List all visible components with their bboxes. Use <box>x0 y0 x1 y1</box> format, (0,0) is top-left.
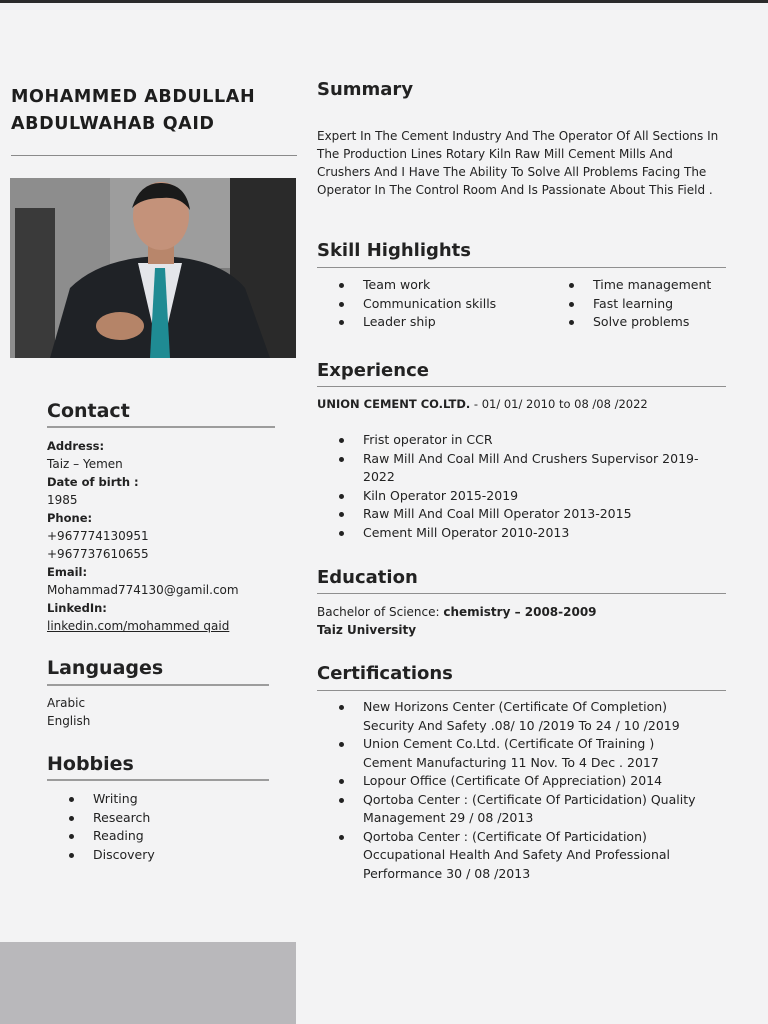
skill-item: Time management <box>567 276 711 295</box>
contact-heading: Contact <box>47 400 130 422</box>
candidate-name <box>11 84 301 138</box>
hobbies-list <box>67 790 155 864</box>
skill-item: Leader ship <box>337 313 496 332</box>
experience-item: Cement Mill Operator 2010-2013 <box>337 524 709 543</box>
footer-color-block <box>0 942 296 1024</box>
degree-prefix: Bachelor of Science: <box>317 605 444 619</box>
phone-value-2: +967737610655 <box>47 547 149 561</box>
linkedin-link[interactable]: linkedin.com/mohammed qaid <box>47 619 230 633</box>
skill-item: Solve problems <box>567 313 711 332</box>
skills-list-right <box>567 276 711 332</box>
certification-item: Qortoba Center : (Certificate Of Particidation) Occupational Health And Safety And Professional Performance 30 / 08 /2013 <box>337 828 697 884</box>
experience-divider <box>317 386 726 387</box>
summary-text: Expert In The Cement Industry And The Operator Of All Sections In The Production Lines Rotary Kiln Raw Mill Cement Mills And Crushers And I Have The Ability To Solve All Problems Facing The Operator In The Control Room And Is Passionate About This Field . <box>317 129 719 197</box>
email-label: Email: <box>47 565 88 579</box>
hobby-item: Research <box>67 809 155 828</box>
skill-item: Team work <box>337 276 496 295</box>
certification-item: Qortoba Center : (Certificate Of Particidation) Quality Management 29 / 08 /2013 <box>337 791 697 828</box>
employer-name: UNION CEMENT CO.LTD. <box>317 397 471 411</box>
contact-divider <box>47 426 275 428</box>
experience-list <box>337 431 709 542</box>
language-item: English <box>47 714 91 728</box>
school-name: Taiz University <box>317 623 417 637</box>
education-heading: Education <box>317 567 418 588</box>
skills-divider <box>317 267 726 268</box>
linkedin-label: LinkedIn: <box>47 601 107 615</box>
experience-item: Raw Mill And Coal Mill Operator 2013-2015 <box>337 505 709 524</box>
profile-photo <box>10 178 296 358</box>
education-block <box>317 603 597 639</box>
hobby-item: Writing <box>67 790 155 809</box>
name-line-1: MOHAMMED ABDULLAH <box>11 87 256 107</box>
hobby-item: Discovery <box>67 846 155 865</box>
address-label: Address: <box>47 439 105 453</box>
name-line-2: ABDULWAHAB QAID <box>11 114 215 134</box>
name-divider <box>11 155 297 156</box>
skills-list-left <box>337 276 496 332</box>
experience-employer <box>317 397 648 411</box>
certification-item: New Horizons Center (Certificate Of Completion) Security And Safety .08/ 10 /2019 To 24 / 10 /2019 <box>337 698 697 735</box>
language-item: Arabic <box>47 696 86 710</box>
certification-item: Lopour Office (Certificate Of Appreciation) 2014 <box>337 772 697 791</box>
employment-period: - 01/ 01/ 2010 to 08 /08 /2022 <box>470 397 648 411</box>
degree-line <box>317 603 597 621</box>
hobby-item: Reading <box>67 827 155 846</box>
skill-item: Communication skills <box>337 295 496 314</box>
email-value: Mohammad774130@gamil.com <box>47 583 239 597</box>
address-value: Taiz – Yemen <box>47 457 123 471</box>
phone-label: Phone: <box>47 511 93 525</box>
certifications-divider <box>317 690 726 691</box>
degree-value: chemistry – 2008-2009 <box>443 605 597 619</box>
dob-label: Date of birth : <box>47 475 139 489</box>
phone-value-1: +967774130951 <box>47 529 149 543</box>
certifications-list <box>337 698 697 883</box>
contact-block <box>47 437 287 635</box>
hobbies-heading: Hobbies <box>47 753 134 775</box>
skills-heading: Skill Highlights <box>317 240 472 261</box>
experience-item: Raw Mill And Coal Mill And Crushers Supervisor 2019-2022 <box>337 450 709 487</box>
education-divider <box>317 593 726 594</box>
certifications-heading: Certifications <box>317 663 453 684</box>
dob-value: 1985 <box>47 493 78 507</box>
languages-list <box>47 694 90 730</box>
experience-heading: Experience <box>317 360 429 381</box>
skill-item: Fast learning <box>567 295 711 314</box>
experience-item: Frist operator in CCR <box>337 431 709 450</box>
certification-item: Union Cement Co.Ltd. (Certificate Of Training ) Cement Manufacturing 11 Nov. To 4 Dec . 2017 <box>337 735 697 772</box>
experience-item: Kiln Operator 2015-2019 <box>337 487 709 506</box>
languages-divider <box>47 684 269 686</box>
top-border <box>0 0 768 3</box>
languages-heading: Languages <box>47 657 164 679</box>
summary-heading: Summary <box>317 79 414 100</box>
hobbies-divider <box>47 779 269 781</box>
profile-photo-illustration <box>10 178 296 358</box>
